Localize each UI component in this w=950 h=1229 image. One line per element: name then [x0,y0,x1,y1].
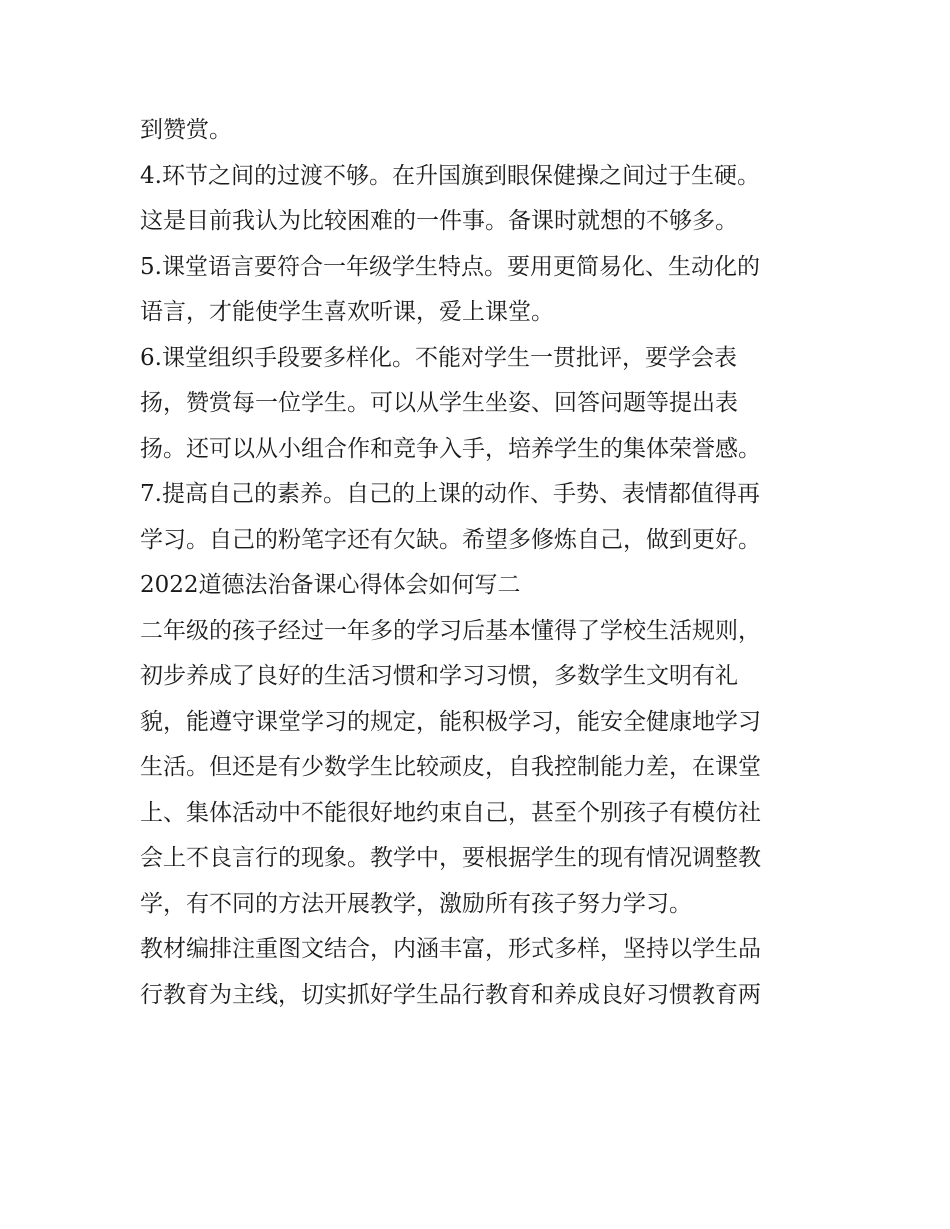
text-line: 会上不良言行的现象。教学中，要根据学生的现有情况调整教 [140,845,761,871]
text-line: 4.环节之间的过渡不够。在升国旗到眼保健操之间过于生硬。 [140,162,760,189]
text-line: 二年级的孩子经过一年多的学习后基本懂得了学校生活规则， [140,617,761,644]
text-line: 教材编排注重图文结合，内涵丰富，形式多样，坚持以学生品 [140,936,761,962]
text-line: 7.提高自己的素养。自己的上课的动作、手势、表情都值得再 [140,481,760,507]
section-heading: 2022道德法治备课心得体会如何写二 [140,572,521,598]
text-line: 初步养成了良好的生活习惯和学习习惯，多数学生文明有礼 [140,663,738,689]
text-line: 生活。但还是有少数学生比较顽皮，自我控制能力差，在课堂 [140,754,761,780]
text-line: 6.课堂组织手段要多样化。不能对学生一贯批评，要学会表 [140,344,737,371]
text-line: 行教育为主线，切实抓好学生品行教育和养成良好习惯教育两 [140,981,761,1008]
text-line: 5.课堂语言要符合一年级学生特点。要用更简易化、生动化的 [140,253,760,280]
text-line: 学习。自己的粉笔字还有欠缺。希望多修炼自己，做到更好。 [140,526,761,553]
text-line: 扬。还可以从小组合作和竞争入手，培养学生的集体荣誉感。 [140,435,761,462]
text-line: 这是目前我认为比较困难的一件事。备课时就想的不够多。 [140,208,738,234]
text-line: 貌，能遵守课堂学习的规定，能积极学习，能安全健康地学习 [140,708,761,735]
text-line: 语言，才能使学生喜欢听课，爱上课堂。 [140,299,554,325]
text-line: 扬，赞赏每一位学生。可以从学生坐姿、回答问题等提出表 [140,390,738,416]
text-line: 学，有不同的方法开展教学，激励所有孩子努力学习。 [140,890,692,917]
text-line: 上、集体活动中不能很好地约束自己，甚至个别孩子有模仿社 [140,799,761,826]
document-body [140,108,830,1018]
text-line: 到赞赏。 [140,117,232,143]
